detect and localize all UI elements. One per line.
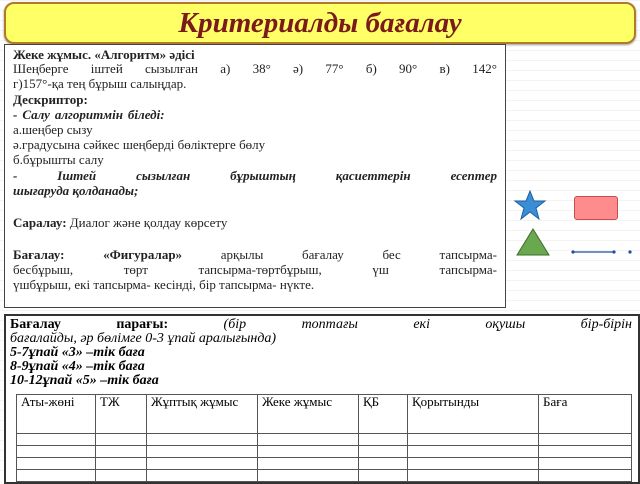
- task-panel: [4, 44, 506, 308]
- col-summary: Қорытынды: [408, 395, 539, 434]
- star-shape: [513, 190, 547, 220]
- descriptor-item-2-word: қасиеттерін: [335, 168, 411, 183]
- differentiation-label: Саралау:: [13, 215, 67, 230]
- table-cell[interactable]: [359, 446, 408, 458]
- table-cell[interactable]: [147, 458, 258, 470]
- evaluation-heading-word: парағы:: [116, 317, 169, 332]
- evaluation-heading-word: оқушы: [485, 317, 526, 332]
- descriptor-item-1-word: біледі:: [127, 107, 165, 122]
- rule-grade-5: 10-12ұпай «5» –тік баға: [10, 373, 159, 388]
- assessment-line-2: [13, 262, 497, 277]
- evaluation-heading-word: топтағы: [301, 317, 358, 332]
- table-cell[interactable]: [96, 434, 147, 446]
- task-line-2-word: 77°: [325, 61, 344, 76]
- assessment-line-2-word: үш: [372, 262, 389, 277]
- table-cell[interactable]: [258, 458, 359, 470]
- col-tzh: ТЖ: [96, 395, 147, 434]
- descriptor-item-2: [13, 168, 497, 183]
- task-line-2-word: б): [365, 61, 377, 76]
- evaluation-heading-word: Бағалау: [10, 317, 61, 332]
- table-row: [17, 458, 632, 470]
- descriptor-item-2-word: бұрыштың: [230, 168, 296, 183]
- descriptor-item-2-word: Іштей: [57, 168, 97, 183]
- table-cell[interactable]: [539, 446, 632, 458]
- task-line-3: г)157°-қа тең бұрыш салыңдар.: [13, 76, 187, 91]
- assessment-line-2-word: тапсырма-: [439, 262, 497, 277]
- col-grade: Баға: [539, 395, 632, 434]
- table-cell[interactable]: [408, 458, 539, 470]
- table-cell[interactable]: [359, 458, 408, 470]
- table-cell[interactable]: [147, 434, 258, 446]
- col-kb: ҚБ: [359, 395, 408, 434]
- segment-and-point-shape: [570, 246, 634, 258]
- task-line-2-word: 142°: [472, 61, 497, 76]
- evaluation-heading-word: бір-бірін: [580, 317, 632, 332]
- table-cell[interactable]: [96, 458, 147, 470]
- assessment-line-1-word: «Фигуралар»: [103, 247, 183, 262]
- assessment-line-2-word: төрт: [123, 262, 148, 277]
- descriptor-item-1-word: алгоритмін: [54, 107, 123, 122]
- descriptor-item-2-word: сызылған: [136, 168, 191, 183]
- descriptor-label: Дескриптор:: [13, 92, 88, 107]
- table-cell[interactable]: [258, 446, 359, 458]
- task-line-2-word: 38°: [252, 61, 271, 76]
- table-cell[interactable]: [408, 434, 539, 446]
- slide-title: Критериалды бағалау: [178, 6, 462, 39]
- table-cell[interactable]: [96, 446, 147, 458]
- evaluation-heading-cont: бағалайды, әр бөлімге 0-3 ұпай аралығында): [10, 331, 277, 346]
- evaluation-heading: [10, 318, 636, 332]
- descriptor-item-1a: а.шеңбер сызу: [13, 122, 93, 137]
- col-pair-work: Жұптық жұмыс: [147, 395, 258, 434]
- evaluation-panel: [4, 314, 640, 484]
- assessment-line-2-word: тапсырма-төртбұрыш,: [198, 262, 322, 277]
- descriptor-item-1-word: -: [13, 107, 18, 122]
- differentiation-text: Диалог және қолдау көрсету: [69, 215, 228, 230]
- assessment-line-1-word: бес: [382, 247, 401, 262]
- task-line-2-word: іштей: [90, 61, 123, 76]
- col-individual-work: Жеке жұмыс: [258, 395, 359, 434]
- rectangle-shape: [574, 196, 618, 220]
- task-line-2-word: 90°: [399, 61, 418, 76]
- col-name: Аты-жөні: [17, 395, 96, 434]
- evaluation-table: [16, 394, 632, 482]
- assessment-line-1-word: Бағалау:: [13, 247, 65, 262]
- assessment-line-1: [13, 247, 497, 262]
- descriptor-item-2-cont: шығаруда қолданады;: [13, 183, 139, 198]
- table-cell[interactable]: [17, 434, 96, 446]
- assessment-line-3: үшбұрыш, екі тапсырма- кесінді, бір тапсырма- нүкте.: [13, 277, 315, 292]
- task-line-2: [13, 61, 497, 76]
- assessment-line-1-word: арқылы: [220, 247, 264, 262]
- table-row: [17, 434, 632, 446]
- evaluation-heading-word: екі: [413, 317, 430, 332]
- descriptor-item-2-word: -: [13, 168, 18, 183]
- table-cell[interactable]: [17, 446, 96, 458]
- descriptor-item-1-word: Салу: [22, 107, 50, 122]
- table-cell[interactable]: [17, 458, 96, 470]
- table-row: [17, 446, 632, 458]
- table-cell[interactable]: [539, 458, 632, 470]
- task-heading: Жеке жұмыс. «Алгоритм» әдісі: [13, 47, 195, 62]
- descriptor-item-1b: ә.градусына сәйкес шеңберді бөліктерге бөлу: [13, 137, 266, 152]
- rule-grade-3: 5-7ұпай «3» –тік баға: [10, 345, 145, 360]
- table-cell[interactable]: [359, 434, 408, 446]
- table-cell[interactable]: [258, 434, 359, 446]
- table-header-row: [17, 395, 632, 434]
- descriptor-item-2-word: есептер: [450, 168, 497, 183]
- task-line-2-word: в): [439, 61, 450, 76]
- assessment-line-1-word: бағалау: [302, 247, 344, 262]
- table-cell[interactable]: [408, 446, 539, 458]
- triangle-shape: [516, 228, 550, 256]
- descriptor-item-1c: б.бұрышты салу: [13, 152, 104, 167]
- descriptor-item-1: [13, 107, 165, 122]
- differentiation: [13, 215, 227, 230]
- title-banner: [4, 2, 636, 44]
- task-line-2-word: сызылған: [145, 61, 198, 76]
- table-cell[interactable]: [539, 434, 632, 446]
- table-cell[interactable]: [147, 446, 258, 458]
- assessment-line-2-word: бесбұрыш,: [13, 262, 74, 277]
- task-line-2-word: Шеңберге: [13, 61, 69, 76]
- rule-grade-4: 8-9ұпай «4» –тік баға: [10, 359, 145, 374]
- task-line-2-word: ә): [293, 61, 304, 76]
- task-line-2-word: а): [220, 61, 231, 76]
- assessment-line-1-word: тапсырма-: [439, 247, 497, 262]
- evaluation-heading-word: (бір: [223, 317, 247, 332]
